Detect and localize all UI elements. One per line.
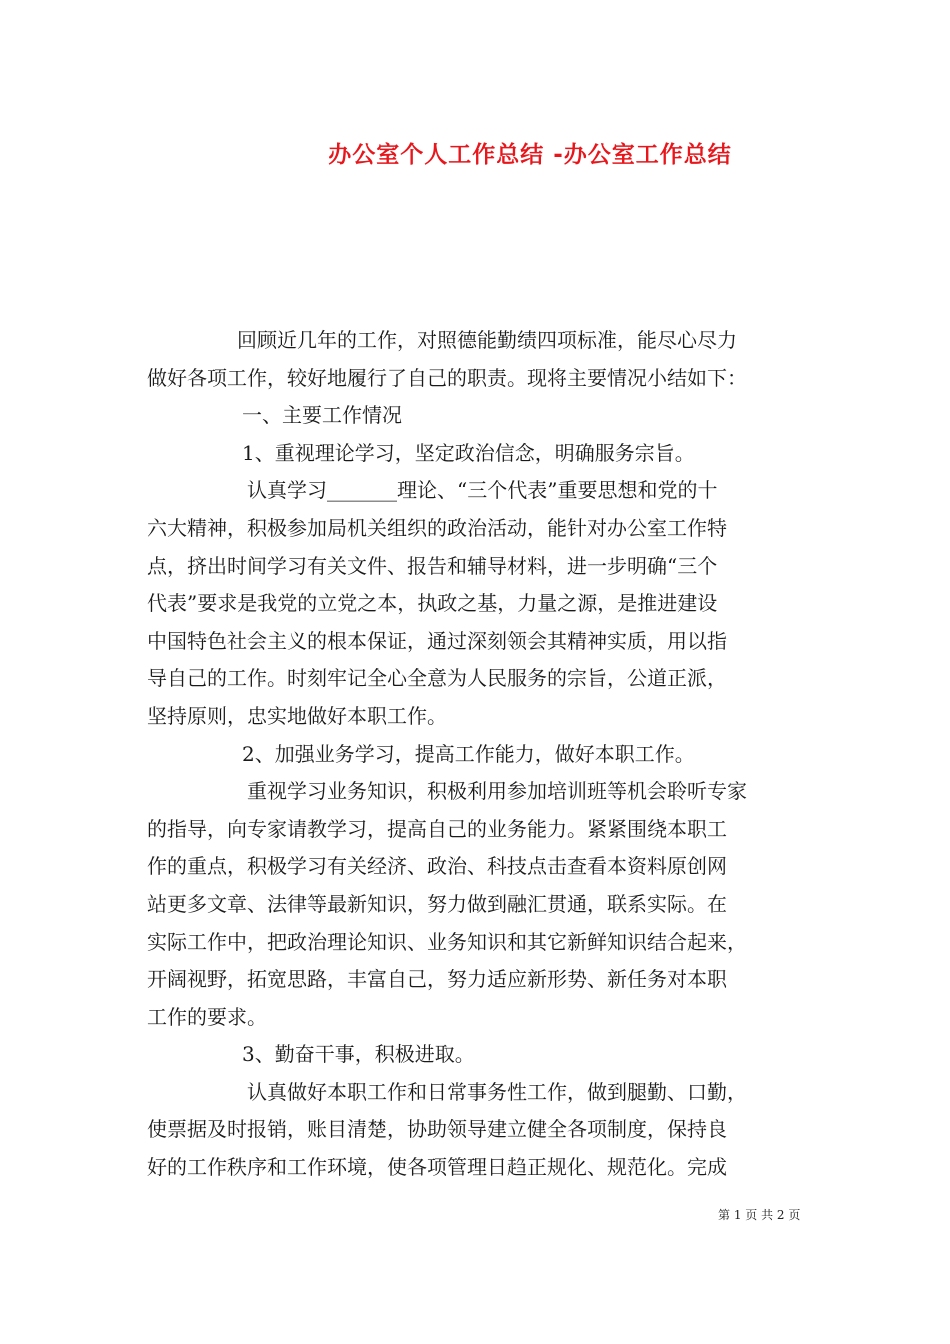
document-body — [147, 322, 812, 1187]
text-line: 认真学习_______理论、“三个代表”重要思想和党的十 — [247, 478, 718, 503]
text-line: 六大精神，积极参加局机关组织的政治活动，能针对办公室工作特 — [147, 515, 727, 540]
text-line: 作的重点，积极学习有关经济、政治、科技点击查看本资料原创网 — [147, 854, 727, 879]
text-line: 做好各项工作，较好地履行了自己的职责。现将主要情况小结如下： — [147, 365, 747, 390]
text-line: 一、主要工作情况 — [242, 403, 402, 428]
text-line: 3、勤奋干事，积极进取。 — [242, 1042, 475, 1067]
text-line: 站更多文章、法律等最新知识，努力做到融汇贯通，联系实际。在 — [147, 891, 727, 916]
text-line: 代表”要求是我党的立党之本，执政之基，力量之源，是推进建设 — [147, 591, 718, 616]
text-line: 2、加强业务学习，提高工作能力，做好本职工作。 — [242, 741, 695, 766]
text-line: 1、重视理论学习，坚定政治信念，明确服务宗旨。 — [242, 440, 695, 465]
text-line: 实际工作中，把政治理论知识、业务知识和其它新鲜知识结合起来， — [147, 929, 747, 954]
text-line: 使票据及时报销，账目清楚，协助领导建立健全各项制度，保持良 — [147, 1117, 727, 1142]
page-title: 办公室个人工作总结 -办公室工作总结 — [328, 142, 732, 168]
text-line: 认真做好本职工作和日常事务性工作，做到腿勤、口勤， — [247, 1079, 747, 1104]
text-line: 好的工作秩序和工作环境，使各项管理日趋正规化、规范化。完成 — [147, 1155, 727, 1180]
text-line: 重视学习业务知识，积极利用参加培训班等机会聆听专家 — [247, 779, 747, 804]
page-footer: 第 1 页 共 2 页 — [718, 1208, 801, 1222]
text-line: 中国特色社会主义的根本保证，通过深刻领会其精神实质，用以指 — [147, 628, 727, 653]
text-line: 回顾近几年的工作，对照德能勤绩四项标准，能尽心尽力 — [237, 328, 737, 352]
text-line: 工作的要求。 — [147, 1004, 267, 1029]
text-line: 的指导，向专家请教学习，提高自己的业务能力。紧紧围绕本职工 — [147, 816, 727, 841]
text-line: 点，挤出时间学习有关文件、报告和辅导材料，进一步明确“三个 — [147, 553, 718, 578]
text-line: 开阔视野，拓宽思路，丰富自己，努力适应新形势、新任务对本职 — [147, 967, 727, 992]
text-line: 导自己的工作。时刻牢记全心全意为人民服务的宗旨，公道正派， — [147, 666, 727, 691]
text-line: 坚持原则，忠实地做好本职工作。 — [147, 703, 447, 728]
